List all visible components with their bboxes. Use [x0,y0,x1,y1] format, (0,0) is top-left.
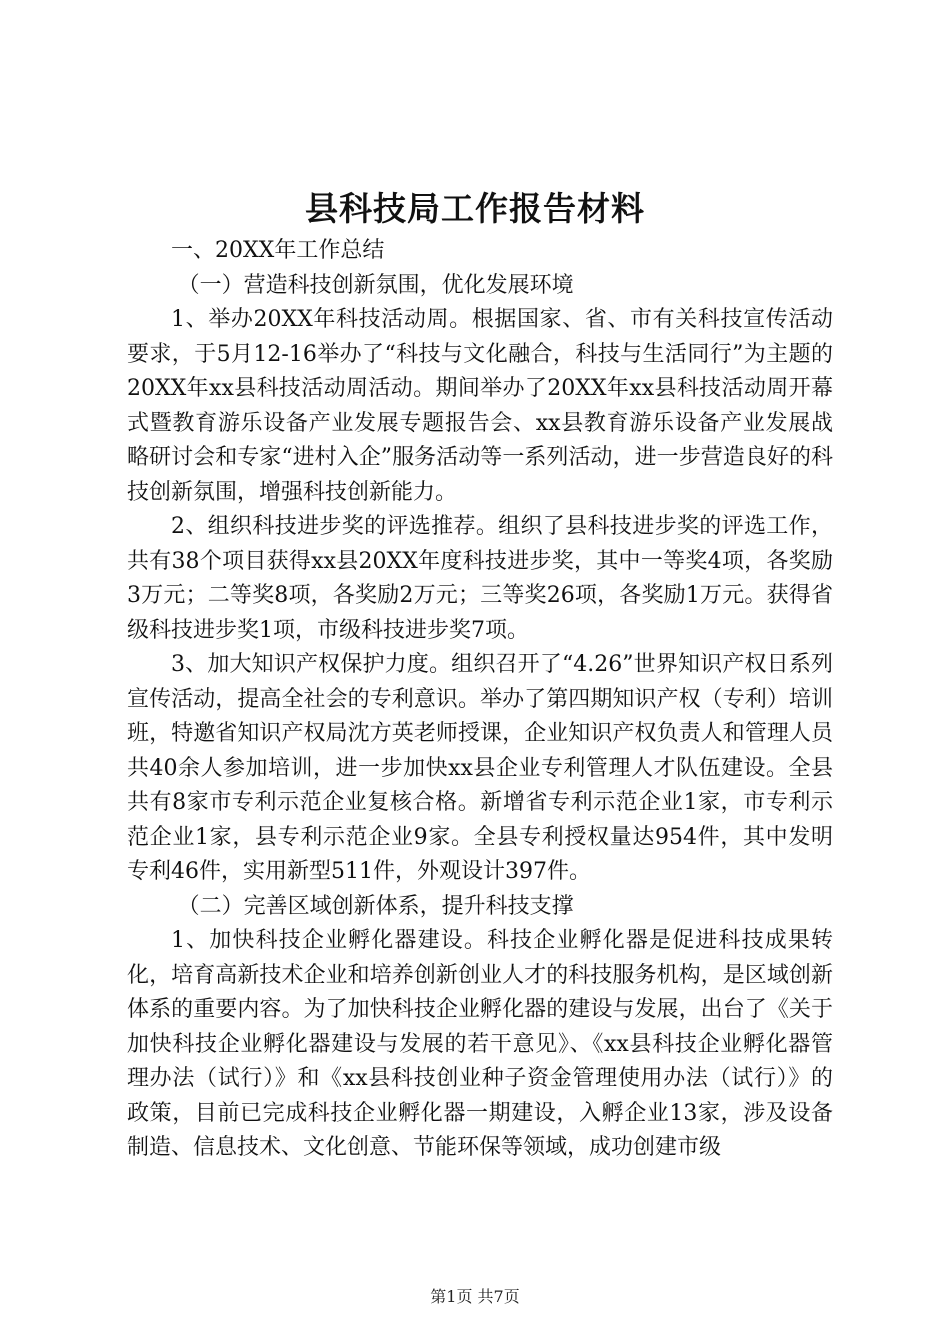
paragraph-ip-protection: 3、加大知识产权保护力度。组织召开了“4.26”世界知识产权日系列宣传活动，提高全社会的专利意识。举办了第四期知识产权（专利）培训班，特邀省知识产权局沈方英老师授课，企业知识产权负责人和管理人员共40余人参加培训，进一步加快xx县企业专利管理人才队伍建设。全县共有8家市专利示范企业复核合格。新增省专利示范企业1家，市专利示范企业1家，县专利示范企业9家。全县专利授权量达954件，其中发明专利46件，实用新型511件，外观设计397件。 [127,652,833,884]
subsection-heading-innovation-system: （二）完善区域创新体系，提升科技支撑 [177,893,574,919]
section-heading-summary: 一、20XX年工作总结 [171,238,385,263]
paragraph-incubator: 1、加快科技企业孵化器建设。科技企业孵化器是促进科技成果转化，培育高新技术企业和培养创新创业人才的科技服务机构，是区域创新体系的重要内容。为了加快科技企业孵化器的建设与发展，出台了《关于加快科技企业孵化器建设与发展的若干意见》、《xx县科技企业孵化器管理办法（试行）》和《xx县科技创业种子资金管理使用办法（试行）》的政策，目前已完成科技企业孵化器一期建设，入孵企业13家，涉及设备制造、信息技术、文化创意、节能环保等领域，成功创建市级 [127,928,833,1160]
document-title: 县科技局工作报告材料 [305,189,645,228]
page-number-footer: 第1页 共7页 [430,1287,520,1306]
document-body [127,234,833,1166]
paragraph-tech-week: 1、举办20XX年科技活动周。根据国家、省、市有关科技宣传活动要求，于5月12-16举办了“科技与文化融合，科技与生活同行”为主题的20XX年xx县科技活动周活动。期间举办了20XX年xx县科技活动周开幕式暨教育游乐设备产业发展专题报告会、xx县教育游乐设备产业发展战略研讨会和专家“进村入企”服务活动等一系列活动，进一步营造良好的科技创新氛围，增强科技创新能力。 [127,307,833,505]
subsection-heading-environment: （一）营造科技创新氛围，优化发展环境 [177,272,574,298]
paragraph-tech-award: 2、组织科技进步奖的评选推荐。组织了县科技进步奖的评选工作，共有38个项目获得xx县20XX年度科技进步奖，其中一等奖4项，各奖励3万元；二等奖8项，各奖励2万元；三等奖26项，各奖励1万元。获得省级科技进步奖1项，市级科技进步奖7项。 [127,514,833,643]
